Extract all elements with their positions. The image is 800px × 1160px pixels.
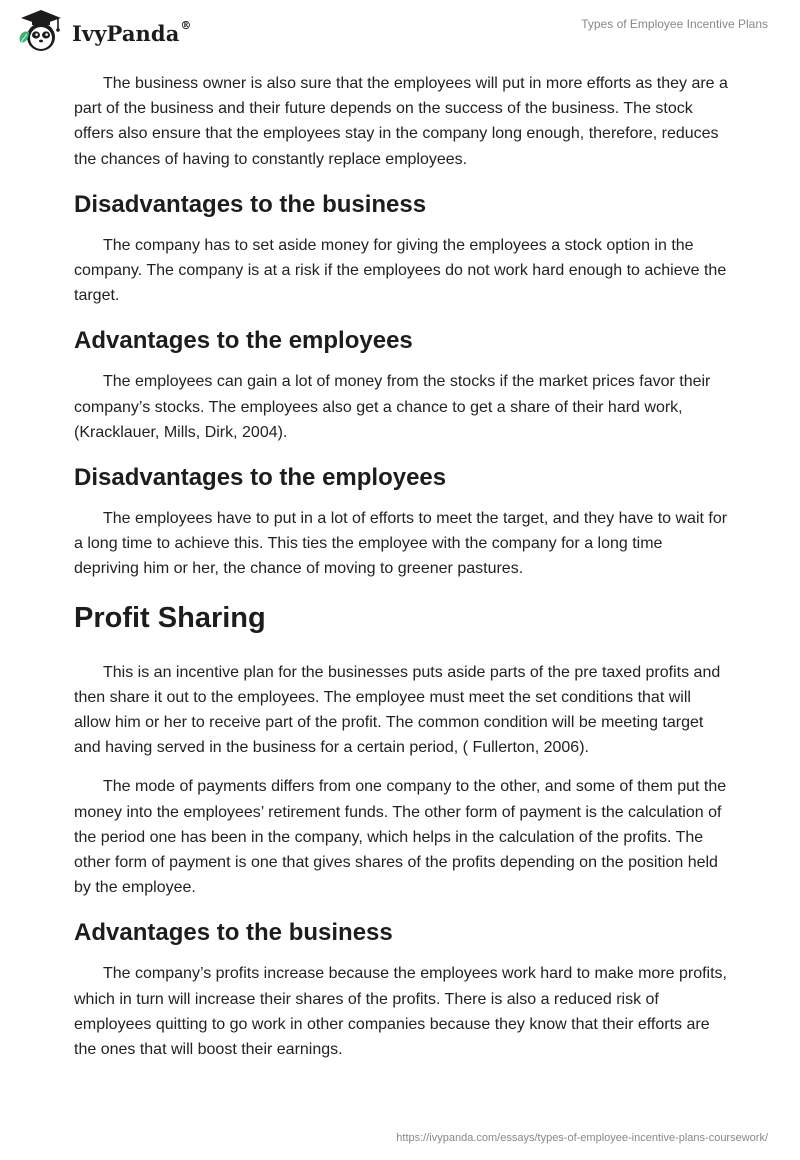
source-url[interactable]: https://ivypanda.com/essays/types-of-employee-incentive-plans-coursework/ <box>396 1132 768 1144</box>
page-header <box>0 0 800 64</box>
essay-content <box>74 71 730 1076</box>
logo-wordmark: IvyPanda® <box>72 18 192 46</box>
section-heading: Disadvantages to the business <box>74 190 427 218</box>
paragraph: This is an incentive plan for the businesses puts aside parts of the pre taxed profits and then share it out to the employees. The employee must meet the set conditions that will allow him or her to receive part of the profit. The common condition will be meeting target and having served in the business for a certain period, ( Fullerton, 2006). <box>74 663 721 757</box>
document-title: Types of Employee Incentive Plans <box>581 17 768 31</box>
section-heading: Advantages to the employees <box>74 327 413 355</box>
panda-mascot-icon <box>14 8 68 54</box>
main-heading: Profit Sharing <box>74 601 266 634</box>
paragraph: The mode of payments differs from one company to the other, and some of them put the money into the employees’ retirement funds. The other form of payment is the calculation of the period one has been in the company, which helps in the calculation of the profits. The other form of payment is one that gives shares of the profits depending on the position held by the employee. <box>74 778 727 897</box>
registered-mark: ® <box>180 18 192 32</box>
ivypanda-logo[interactable] <box>14 9 192 53</box>
paragraph: The employees can gain a lot of money from the stocks if the market prices favor their company’s stocks. The employees also get a chance to get a share of their hard work, (Kracklauer, Mills, Dirk, 2004). <box>74 373 711 441</box>
paragraph: The business owner is also sure that the employees will put in more efforts as they are a part of the business and their future depends on the success of the business. The stock offers also ensure that the employees stay in the company long enough, therefore, reduces the chances of having to constantly replace employees. <box>74 75 728 168</box>
paragraph: The employees have to put in a lot of efforts to meet the target, and they have to wait for a long time to achieve this. This ties the employee with the company for a long time depriving him or her, the chance of moving to greener pastures. <box>74 510 728 578</box>
section-heading: Advantages to the business <box>74 919 393 947</box>
paragraph: The company’s profits increase because the employees work hard to make more profits, which in turn will increase their shares of the profits. There is also a reduced risk of employees quitting to go work in other companies because they know that their efforts are the ones that will boost their earnings. <box>74 965 727 1059</box>
paragraph: The company has to set aside money for giving the employees a stock option in the company. The company is at a risk if the employees do not work hard enough to achieve the target. <box>74 236 727 305</box>
section-heading: Disadvantages to the employees <box>74 464 447 492</box>
